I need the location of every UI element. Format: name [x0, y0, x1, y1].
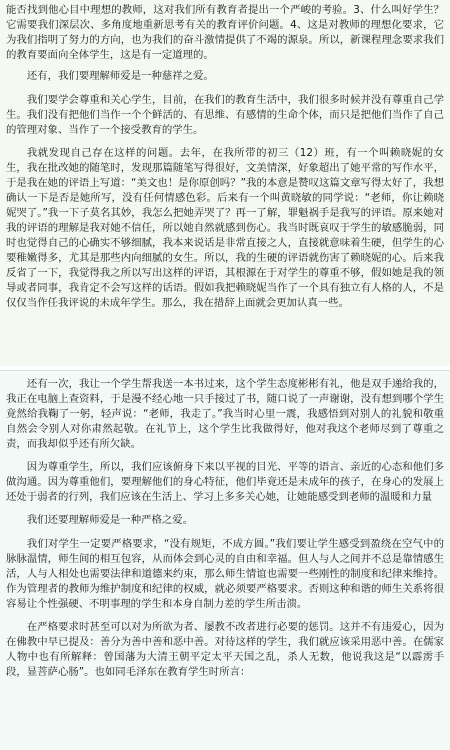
- paragraph: 能否找到他心目中理想的教师，这对我们所有教育者提出一个严峻的考验。3、什么叫好学生？它需要我们深层次、多角度地重新思考有关的教育评价问题。4、这是对教师的理想化要求，它为我们指明了努力的方向，也为我们的奋斗激情提供了不竭的源泉。所以，新课程理念要求我们的教育要面向全体学生，这是有一定道理的。: [6, 4, 444, 61]
- paragraph: 我们对学生一定要严格要求，“没有规矩，不成方圆。”我们要让学生感受到盈绕在空气中的脉脉温情，师生间的相互包容，从而体会到心灵的自由和幸福。但人与人之间并不总是靠情感生活，人与人相处也需要法律和道德来约束，那么师生情谊也需要一些刚性的制度和纪律来维持。作为管理者的教师为维护制度和纪律的权威，就必须要严格要求。否则这种和谐的师生关系将很容易让个性强硬、不明事理的学生和本身自制力差的学生所击溃。: [6, 538, 444, 610]
- section-heading: 还有，我们要理解师爱是一种慈祥之爱。: [26, 70, 214, 82]
- section-heading: 我们还要理解师爱是一种严格之爱。: [26, 514, 194, 526]
- paragraph: 在严格要求时甚至可以对为所欲为者、屡教不改者进行必要的惩罚。这并不有违爱心，因为在佛教中早已提及：善分为善中善和恶中善。对待这样的学生，我们就应该采用恶中善。在儒家人物中也有所解释：曾国藩为大清王朝平定太平天国之乱，杀人无数，他说我这是“以霹雳手段，显菩萨心肠”。也如同毛泽东在教育学生时所言：: [6, 621, 444, 678]
- paragraph: 我就发现自己存在这样的问题。去年，在我所带的初三（12）班，有一个叫赖晓妮的女生，我在批改她的随笔时，发现那篇随笔写得很好，文美情深，好象超出了她平常的写作水平，于是我在她的评语上写道：“美文也！是你原创吗？”我的本意是赞叹这篇文章写得太好了，我想确认一下是否是她所写，没有任何情感色彩。后来有一个叫黄晓敏的同学说：“老师，你让赖晓妮哭了。”我一下子莫名其妙，我怎么把她弄哭了？再一了解，罪魁祸手是我写的评语。原来她对我的评语的理解是我对她不信任，所以她自然就感到伤心。我当时既哀叹于学生的敏感脆弱，同时也觉得自己的心确实不够细腻，我本来说话是非常直接之人，直接就意味着生硬，但学生的心要稚嫩得多，尤其是那些内向细腻的女生。所以，我的生硬的评语就伤害了赖晓妮的心。后来我反省了一下，我觉得我之所以写出这样的评语，其根源在于对学生的尊重不够，假如她是我的领导或者同事，我肯定不会写这样的话语。假如我把赖晓妮当作了一个具有独立有人格的人，不是仅仅当作任我评说的未成年学生。那么，我在措辞上面就会更加认真一些。: [6, 147, 444, 309]
- bottom-text-panel: [0, 370, 450, 750]
- paragraph: 我们要学会尊重和关心学生，目前，在我们的教育生活中，我们很多时候并没有尊重自己学生。我们没有把他们当作一个个鲜活的、有思维、有感情的生命个体，而只是把他们当作了自己的管理对象、当作了一个接受教育的学生。: [6, 94, 444, 136]
- paragraph: 因为尊重学生，所以，我们应该俯身下来以平视的目光、平等的语言、亲近的心态和他们多做沟通。因为尊重他们，要理解他们的身心特征，他们毕竟还是未成年的孩子，在身心的发展上还处于弱者的行列，我们应该在生活上、学习上多多关心她，让她能感受到老师的温暖和力量: [6, 461, 444, 503]
- paragraph: 还有一次，我让一个学生帮我送一本书过来，这个学生态度彬彬有礼，他是双手递给我的，我正在电脑上查资料，于是漫不经心地一只手接过了书，随口说了一声谢谢，没有想到哪个学生竟然给我鞠了一躬，轻声说：“老师，我走了。”我当时心里一震，我感悟到对别人的礼貌和敬重自然会令别人对你肃然起敬。在礼节上，这个学生比我做得好，他对我这个老师尽到了尊重之责，而我却似乎还有所欠缺。: [6, 378, 444, 450]
- top-text-panel: [0, 0, 450, 366]
